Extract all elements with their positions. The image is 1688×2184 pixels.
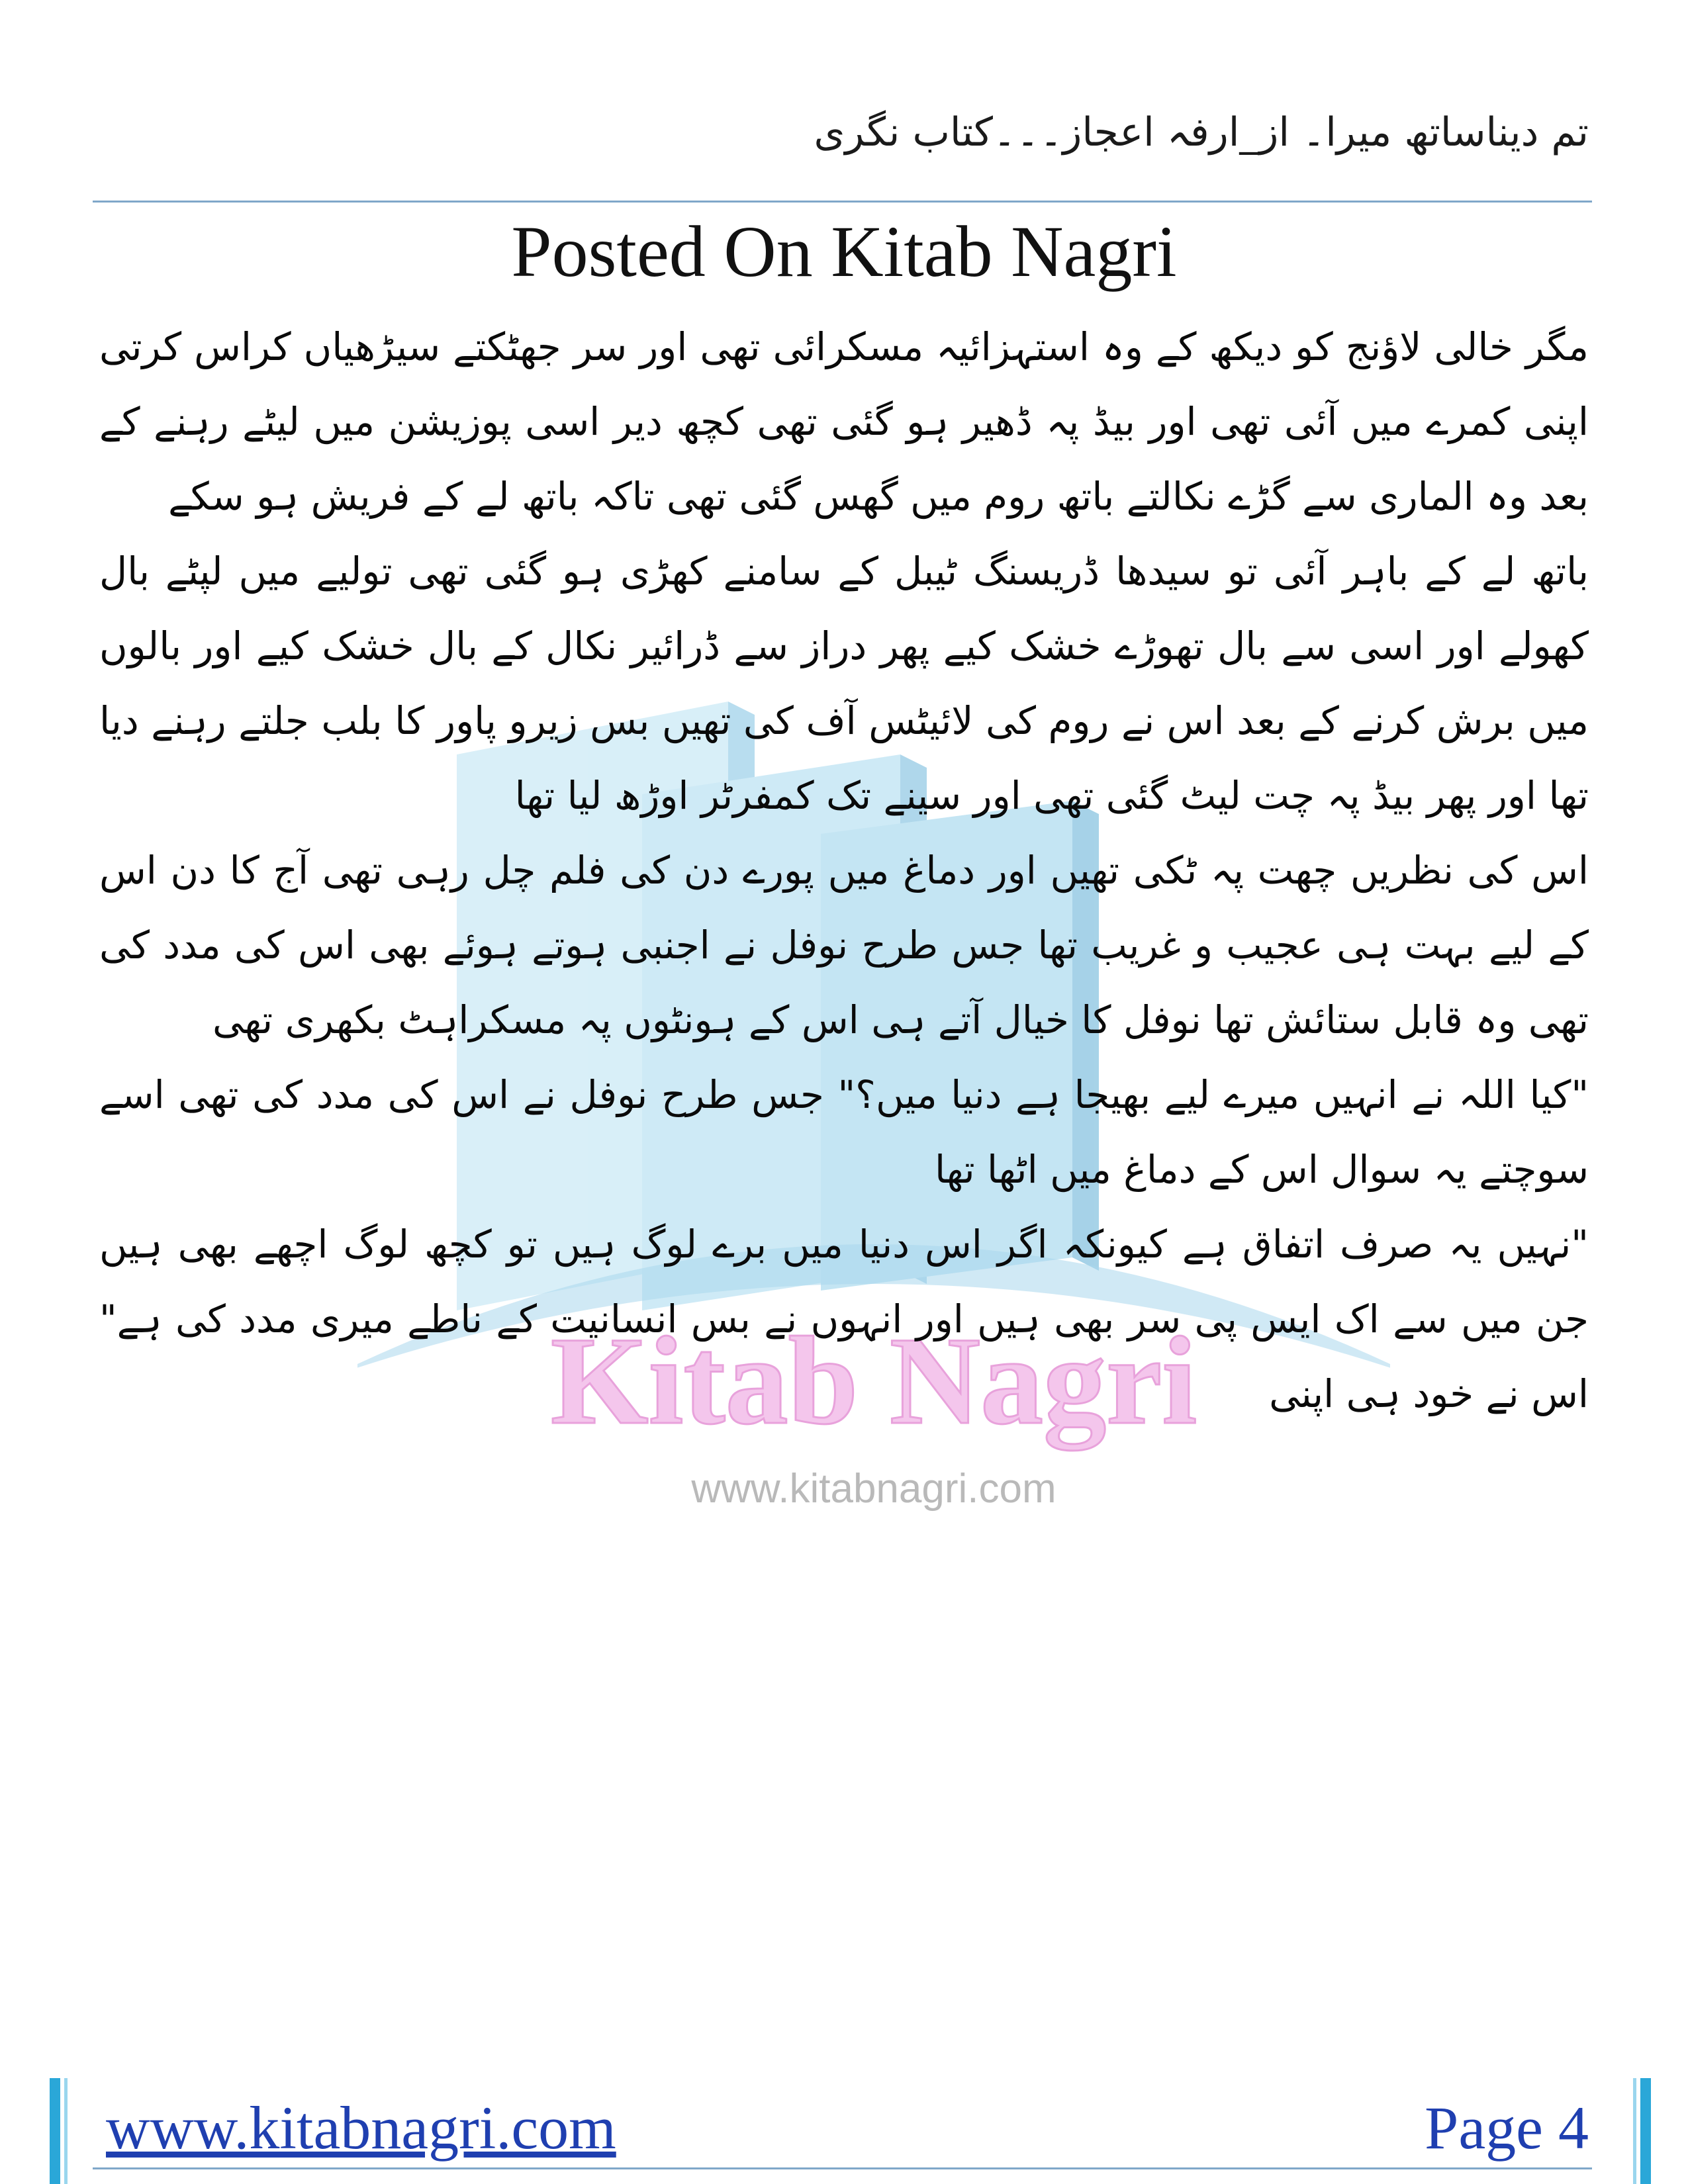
header-title: تم دیناساتھ میرا۔ از_ارفہ اعجاز۔۔۔کتاب نگری — [814, 109, 1589, 156]
page-number: Page 4 — [1425, 2094, 1589, 2161]
body-text — [99, 310, 1589, 1432]
watermark-url: www.kitabnagri.com — [691, 1466, 1056, 1512]
footer-website-link[interactable]: www.kitabnagri.com — [106, 2094, 616, 2161]
footer-right-border-inner — [1633, 2078, 1636, 2184]
paragraph: اس کی نظریں چھت پہ ٹکی تھیں اور دماغ میں پورے دن کی فلم چل رہی تھی آج کا دن اس کے لیے بہت ہی عجیب و غریب تھا جس طرح نوفل نے اجنبی ہوتے ہوئے بھی اس کی مدد کی تھی وہ قابل ستائش تھا نوفل کا خیال آتے ہی اس کے ہونٹوں پہ مسکراہٹ بکھری تھی — [99, 848, 1589, 1042]
footer-left-border-inner — [64, 2078, 68, 2184]
footer-left-border — [50, 2078, 60, 2184]
paragraph: "نہیں یہ صرف اتفاق ہے کیونکہ اگر اس دنیا میں برے لوگ ہیں تو کچھ لوگ اچھے بھی ہیں جن میں سے اک ایس پی سر بھی ہیں اور انہوں نے بس انسانیت کے ناطے میری مدد کی ہے" اس نے خود ہی اپنی — [99, 1222, 1589, 1416]
paragraph: باتھ لے کے باہر آئی تو سیدھا ڈریسنگ ٹیبل کے سامنے کھڑی ہو گئی تھی تولیے میں لپٹے بال کھولے اور اسی سے بال تھوڑے خشک کیے پھر دراز سے ڈرائیر نکال کے بال خشک کیے اور بالوں میں برش کرنے کے بعد اس نے روم کی لائیٹس آف کی تھیں بس زیرو پاور کا بلب جلتے رہنے دیا تھا اور پھر بیڈ پہ چت لیٹ گئی تھی اور سینے تک کمفرٹر اوڑھ لیا تھا — [99, 549, 1589, 818]
paragraph: مگر خالی لاؤنج کو دیکھ کے وہ استہزائیہ مسکرائی تھی اور سر جھٹکتے سیڑھیاں کراس کرتی اپنی کمرے میں آئی تھی اور بیڈ پہ ڈھیر ہو گئی تھی کچھ دیر اسی پوزیشن میں لیٹے رہنے کے بعد وہ الماری سے گڑے نکالتے باتھ روم میں گھس گئی تھی تاکہ باتھ لے کے فریش ہو سکے — [99, 324, 1589, 519]
footer-divider — [93, 2167, 1592, 2169]
posted-on-banner: Posted On Kitab Nagri — [511, 211, 1177, 292]
paragraph: "کیا اللہ نے انہیں میرے لیے بھیجا ہے دنیا میں؟" جس طرح نوفل نے اس کی مدد کی تھی اسے سوچتے یہ سوال اس کے دماغ میں اٹھا تھا — [99, 1072, 1589, 1192]
watermark-brand: Kitab Nagri — [550, 1312, 1197, 1451]
header-divider — [93, 201, 1592, 203]
footer-right-border — [1640, 2078, 1651, 2184]
